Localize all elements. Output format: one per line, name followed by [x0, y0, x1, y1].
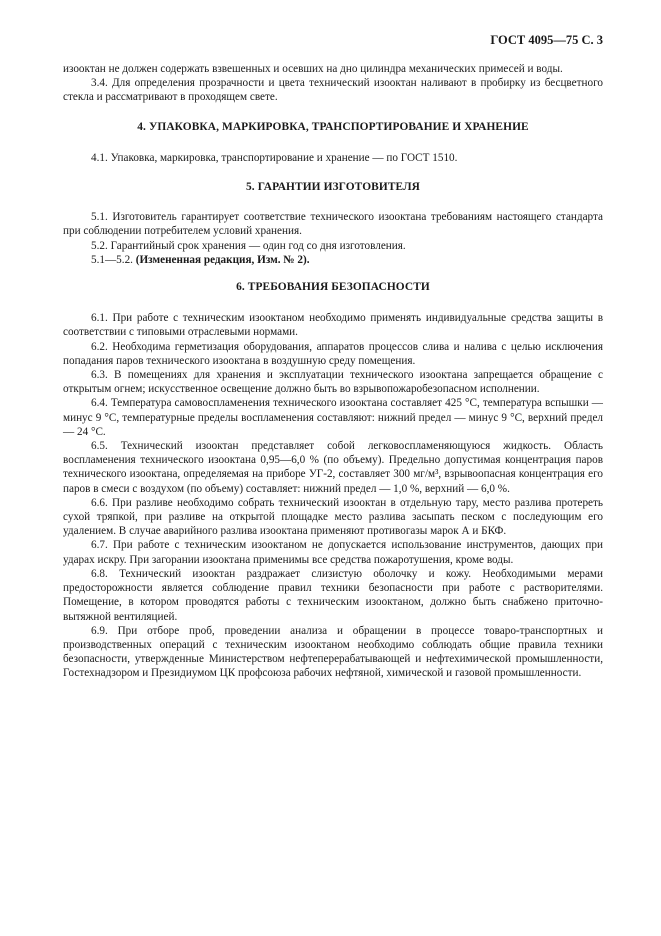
paragraph-6-4: 6.4. Температура самовоспламенения технического изооктана составляет 425 °С, температура вспышки — минус 9 °С, температурные пределы воспламенения составляют: нижний предел — минус 9 °С, верхний предел — 24 °С. — [63, 397, 603, 438]
amendment-prefix: 5.1—5.2. — [91, 253, 136, 266]
paragraph-6-7: 6.7. При работе с техническим изооктаном не допускается использование инструментов, дающих при ударах искру. При загорании изооктана применимы все средства пожаротушения, кроме воды. — [63, 539, 603, 566]
paragraph-4-1: 4.1. Упаковка, маркировка, транспортирование и хранение — по ГОСТ 1510. — [91, 151, 458, 164]
paragraph-6-6: 6.6. При разливе необходимо собрать технический изооктан в отдельную тару, место разлива протереть сухой тряпкой, при разливе на открытой площадке место разлива засыпать песком с последующим его удалением. В случае аварийного разлива изооктана применяют противогазы марок А и БКФ. — [63, 496, 603, 538]
section-6-heading: 6. ТРЕБОВАНИЯ БЕЗОПАСНОСТИ — [236, 281, 430, 294]
paragraph-6-3: 6.3. В помещениях для хранения и эксплуатации технического изооктана запрещается обращение с открытым огнем; искусственное освещение должно быть во взрывопожаробезопасном исполнении. — [63, 369, 603, 396]
paragraph-6-9: 6.9. При отборе проб, проведении анализа и обращении в процессе товаро-транспортных и производственных операций с техническим изооктаном необходимо соблюдать общие правила техники безопасности, утвержденные Министерством нефтеперерабатывающей и нефтехимической промышленности, Гостехнадзором и Президиумом ЦК профсоюза рабочих нефтяной, химической и газовой промышленности. — [63, 624, 603, 680]
paragraph-5-amendment — [63, 253, 603, 267]
document-body — [63, 62, 603, 681]
amendment-note: (Измененная редакция, Изм. № 2). — [135, 253, 310, 266]
paragraph-6-1: 6.1. При работе с техническим изооктаном необходимо применять индивидуальные средства защиты в соответствии с типовыми отраслевыми нормами. — [63, 312, 603, 339]
section-5-heading: 5. ГАРАНТИИ ИЗГОТОВИТЕЛЯ — [246, 181, 420, 194]
paragraph-6-5: 6.5. Технический изооктан представляет собой легковоспламеняющуюся жидкость. Область воспламенения технического изооктана 0,95—6,0 % (по объему). Предельно допустимая концентрация паров технического изооктана, определяемая на приборе УГ-2, составляет 300 мг/м³, взрывоопасная концентрация его паров в смеси с воздухом (по объему) составляет: нижний предел — 1,0 %, верхний — 6,0 %. — [63, 440, 603, 495]
page-header: ГОСТ 4095—75 С. 3 — [490, 33, 603, 47]
section-4-heading: 4. УПАКОВКА, МАРКИРОВКА, ТРАНСПОРТИРОВАНИЕ И ХРАНЕНИЕ — [137, 120, 529, 133]
paragraph-6-8: 6.8. Технический изооктан раздражает слизистую оболочку и кожу. Необходимыми мерами предосторожности является соблюдение правил техники безопасности при работе с растворителями. Помещение, в котором проводятся работы с техническим изооктаном, должно быть снабжено приточно-вытяжной вентиляцией. — [63, 567, 603, 623]
paragraph-3-3-continued: изооктан не должен содержать взвешенных и осевших на дно цилиндра механических примесей и воды. — [63, 63, 563, 75]
paragraph-6-2: 6.2. Необходима герметизация оборудования, аппаратов процессов слива и налива с целью исключения попадания паров технического изооктана в воздушную среду помещения. — [63, 340, 603, 367]
paragraph-5-1: 5.1. Изготовитель гарантирует соответствие технического изооктана требованиям настоящего стандарта при соблюдении потребителем условий хранения. — [63, 211, 603, 238]
paragraph-3-4: 3.4. Для определения прозрачности и цвета технический изооктан наливают в пробирку из бесцветного стекла и рассматривают в проходящем свете. — [63, 77, 603, 104]
paragraph-5-2: 5.2. Гарантийный срок хранения — один год со дня изготовления. — [91, 239, 406, 252]
